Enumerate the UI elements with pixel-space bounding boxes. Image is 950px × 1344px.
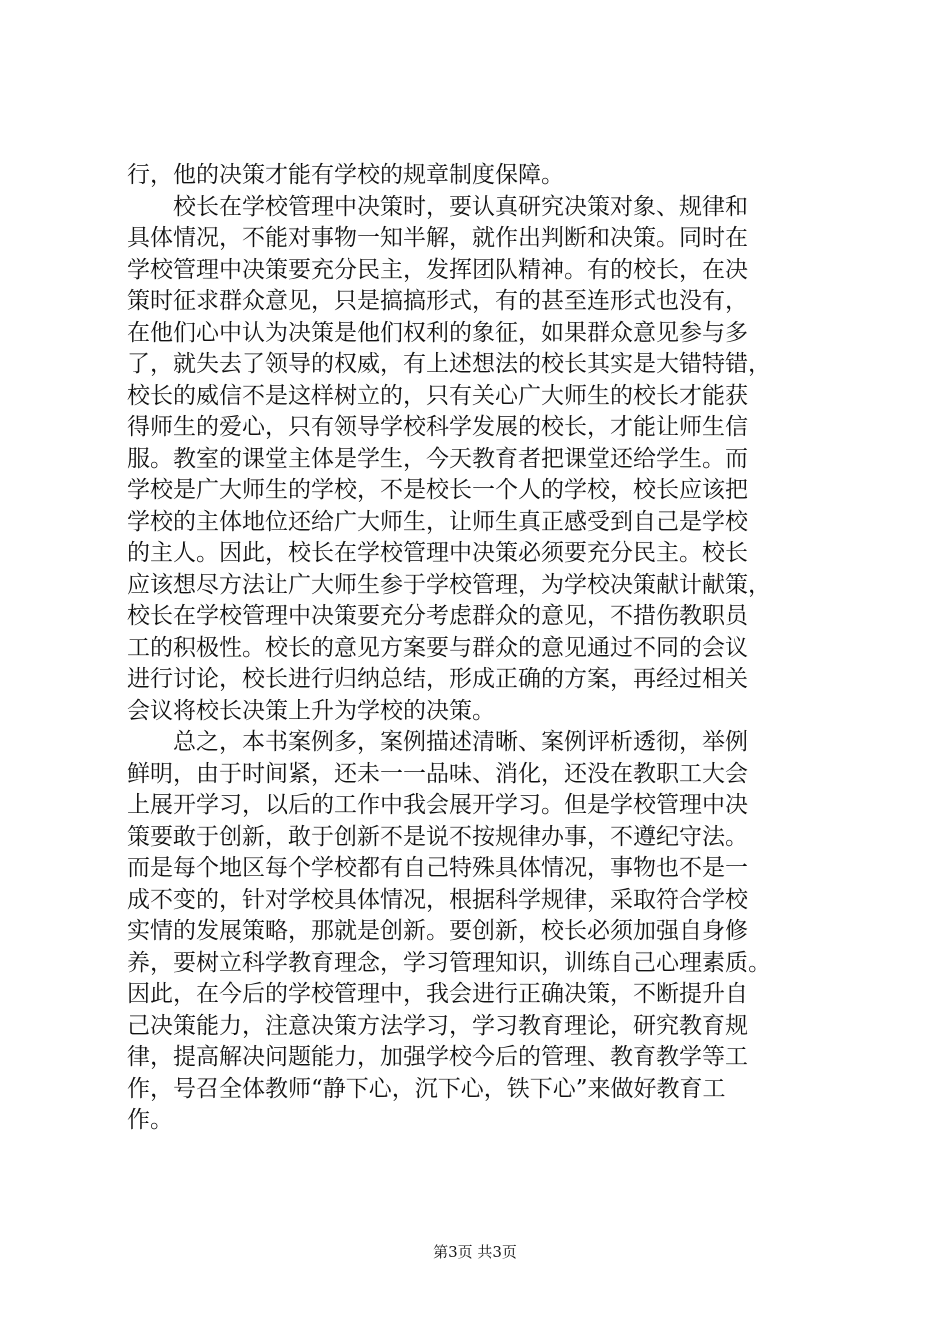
text-line: 学校管理中决策要充分民主，发挥团队精神。有的校长，在决: [127, 256, 748, 283]
text-line: 作。: [127, 1107, 173, 1133]
page-number: 第3页 共3页: [433, 1243, 517, 1261]
text-line: 上展开学习，以后的工作中我会展开学习。但是学校管理中决: [127, 792, 748, 818]
text-line: 而是每个地区每个学校都有自己特殊具体情况，事物也不是一: [127, 855, 748, 881]
text-line: 因此，在今后的学校管理中，我会进行正确决策，不断提升自: [127, 981, 748, 1007]
text-line: 学校的主体地位还给广大师生，让师生真正感受到自己是学校: [127, 508, 748, 535]
text-line: 工的积极性。校长的意见方案要与群众的意见通过不同的会议: [127, 634, 748, 661]
text-line: 校长的威信不是这样树立的，只有关心广大师生的校长才能获: [127, 382, 748, 409]
document-body: [127, 160, 827, 1137]
text-line: 行，他的决策才能有学校的规章制度保障。: [127, 162, 564, 188]
text-line: 学校是广大师生的学校，不是校长一个人的学校，校长应该把: [127, 477, 748, 503]
text-line: 服。教室的课堂主体是学生，今天教育者把课堂还给学生。而: [127, 445, 748, 472]
text-line: 进行讨论，校长进行归纳总结，形成正确的方案，再经过相关: [127, 666, 748, 692]
text-line: 实情的发展策略，那就是创新。要创新，校长必须加强自身修: [127, 918, 748, 944]
text-line: 校长在学校管理中决策要充分考虑群众的意见，不措伤教职员: [127, 603, 748, 629]
text-line: 策要敢于创新，敢于创新不是说不按规律办事，不遵纪守法。: [127, 823, 748, 850]
text-line: 己决策能力，注意决策方法学习，学习教育理论，研究教育规: [127, 1012, 748, 1039]
page-footer: [0, 1242, 950, 1262]
text-line: 策时征求群众意见，只是搞搞形式，有的甚至连形式也没有，: [127, 288, 748, 314]
text-line: 校长在学校管理中决策时，要认真研究决策对象、规律和: [127, 193, 748, 220]
text-line: 得师生的爱心，只有领导学校科学发展的校长，才能让师生信: [127, 414, 748, 440]
text-line: 总之，本书案例多，案例描述清晰、案例评析透彻，举例: [127, 729, 748, 755]
text-line: 律，提高解决问题能力，加强学校今后的管理、教育教学等工: [127, 1044, 748, 1070]
text-line: 养，要树立科学教育理念，学习管理知识，训练自己心理素质。: [127, 949, 771, 976]
text-line: 作，号召全体教师“静下心，沉下心，铁下心”来做好教育工: [127, 1075, 726, 1102]
text-line: 会议将校长决策上升为学校的决策。: [127, 697, 495, 724]
text-line: 的主人。因此，校长在学校管理中决策必须要充分民主。校长: [127, 540, 748, 566]
text-line: 成不变的，针对学校具体情况，根据科学规律，采取符合学校: [127, 886, 748, 913]
text-line: 了，就失去了领导的权威，有上述想法的校长其实是大错特错，: [127, 351, 771, 377]
text-line: 应该想尽方法让广大师生参于学校管理，为学校决策献计献策，: [127, 571, 771, 598]
text-line: 具体情况，不能对事物一知半解，就作出判断和决策。同时在: [127, 225, 748, 251]
text-line: 在他们心中认为决策是他们权利的象征，如果群众意见参与多: [127, 319, 748, 346]
text-line: 鲜明，由于时间紧，还未一一品味、消化，还没在教职工大会: [127, 760, 748, 787]
